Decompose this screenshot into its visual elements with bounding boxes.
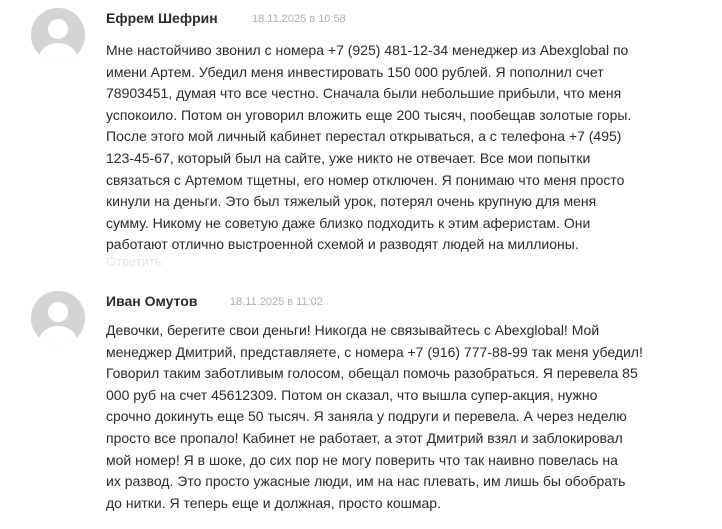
comment-text-line: 123-45-67, который был на сайте, уже никто не отвечает. Все мои попытки [106,149,591,166]
comment-text-line: сумму. Никому не советую даже близко подходить к этим аферистам. Они [106,214,591,231]
user-placeholder-icon [31,291,85,345]
comment-text-line: мой номер! Я в шоке, до сих пор не могу поверить что так наивно повелась на [106,451,618,468]
avatar [31,8,85,62]
comment-text-line: кинули на деньги. Это был тяжелый урок, потерял очень крупную для меня [106,193,597,210]
comment-text-line: Говорил таким заботливым голосом, обещал помочь разобраться. Я перевела 85 [106,365,638,382]
comment-text-line: 78903451, думая что все честно. Сначала были небольшие прибыли, что меня [106,85,622,102]
comment-text-line: до нитки. Я теперь еще и должная, просто кошмар. [106,494,441,511]
comment-text-line: Мне настойчиво звонил с номера +7 (925) 481-12-34 менеджер из Abexglobal по [106,42,629,58]
comment-text-line: их развод. Это просто ужасные люди, им на нас плевать, им лишь бы обобрать [106,473,626,490]
comment-text-line: менеджер Дмитрий, представляете, с номера +7 (916) 777-88-99 так меня убедил! [106,343,643,360]
comment-text-line: просто все пропало! Кабинет не работает, а этот Дмитрий взял и заблокировал [106,429,623,446]
user-placeholder-icon [31,8,85,62]
comment-text-line: Девочки, берегите свои деньги! Никогда не связывайтесь с Abexglobal! Мой [106,322,600,338]
comment-text [106,320,696,514]
avatar [31,291,85,345]
comment-author: Иван Омутов [106,293,198,309]
comment-text-line: После этого мой личный кабинет перестал открываться, а с телефона +7 (495) [106,128,622,145]
comment-text-line: успокоило. Потом он уговорил вложить еще 200 тысяч, пообещав золотые горы. [106,106,632,123]
comment-text-line: имени Артем. Убедил меня инвестировать 150 000 рублей. Я пополнил счет [106,63,604,80]
comment-text [106,40,696,256]
comment-date: 18.11.2025 в 11:02 [230,296,323,308]
comment-text-line: работают отлично выстроенной схемой и разводят людей на миллионы. [106,236,579,253]
comment-date: 18.11.2025 в 10:58 [252,13,346,25]
comment-text-line: срочно докинуть еще 50 тысяч. Я заняла у подруги и перевела. А через неделю [106,408,627,425]
comment-author: Ефрем Шефрин [106,10,218,26]
comment-text-line: 000 руб на счет 45612309. Потом он сказал, что вышла супер-акция, нужно [106,386,598,403]
comment-text-line: связаться с Артемом тщетны, его номер отключен. Я понимаю что меня просто [106,171,625,188]
reply-link[interactable]: Ответить [106,254,162,269]
